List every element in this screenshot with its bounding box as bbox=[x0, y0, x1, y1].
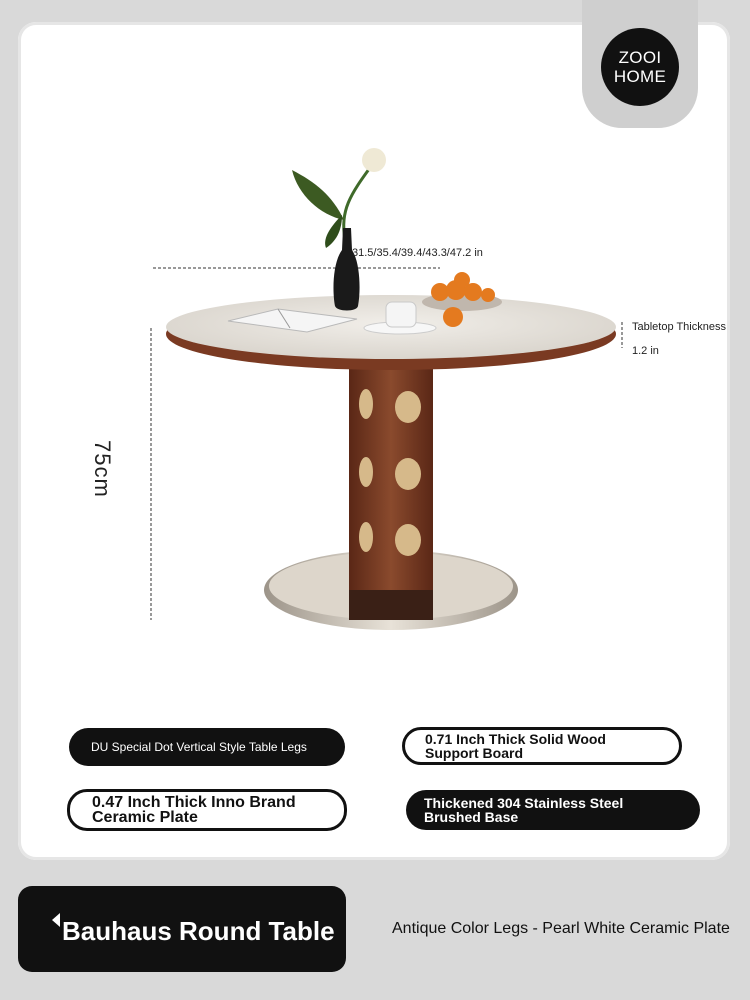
diameter-label: 31.5/35.4/39.4/43.3/47.2 in bbox=[352, 247, 483, 259]
orange-fruit bbox=[454, 272, 470, 288]
product-subtitle: Antique Color Legs - Pearl White Ceramic Plate bbox=[392, 920, 730, 937]
flower-bloom bbox=[362, 148, 386, 172]
feature-steel-base bbox=[406, 790, 700, 830]
feature-legs-text: DU Special Dot Vertical Style Table Legs bbox=[91, 740, 307, 754]
feature-support-board-line2: Support Board bbox=[425, 745, 523, 761]
flower-leaf bbox=[292, 170, 344, 220]
feature-steel-base-line1: Thickened 304 Stainless Steel bbox=[424, 795, 624, 811]
feature-ceramic-plate bbox=[67, 789, 347, 831]
orange-fruit bbox=[443, 307, 463, 327]
orange-fruit bbox=[481, 288, 495, 302]
tabletop-thickness-title: Tabletop Thickness bbox=[632, 321, 726, 333]
coffee-cup bbox=[386, 302, 416, 327]
feature-support-board bbox=[402, 727, 682, 765]
logo-line-1: ZOOI bbox=[618, 48, 662, 67]
leg-dot bbox=[395, 524, 421, 556]
feature-support-board-line1: 0.71 Inch Thick Solid Wood bbox=[425, 731, 606, 747]
height-label: 75cm bbox=[90, 440, 115, 498]
vase bbox=[333, 228, 359, 311]
leg-dot bbox=[395, 458, 421, 490]
flower-leaf bbox=[325, 215, 342, 248]
product-title: Bauhaus Round Table bbox=[62, 916, 335, 946]
feature-steel-base-line2: Brushed Base bbox=[424, 809, 519, 825]
feature-ceramic-plate-line2: Ceramic Plate bbox=[92, 809, 198, 826]
feature-ceramic-plate-line1: 0.47 Inch Thick Inno Brand bbox=[92, 794, 296, 811]
chevron-left-icon bbox=[50, 912, 62, 928]
leg-dot bbox=[359, 457, 373, 487]
tabletop-thickness-value: 1.2 in bbox=[632, 345, 659, 357]
logo-line-2: HOME bbox=[613, 67, 667, 86]
leg-dot bbox=[395, 391, 421, 423]
feature-legs bbox=[69, 728, 345, 766]
wood-leg-shadow bbox=[349, 590, 433, 620]
leg-dot bbox=[359, 522, 373, 552]
leg-dot bbox=[359, 389, 373, 419]
